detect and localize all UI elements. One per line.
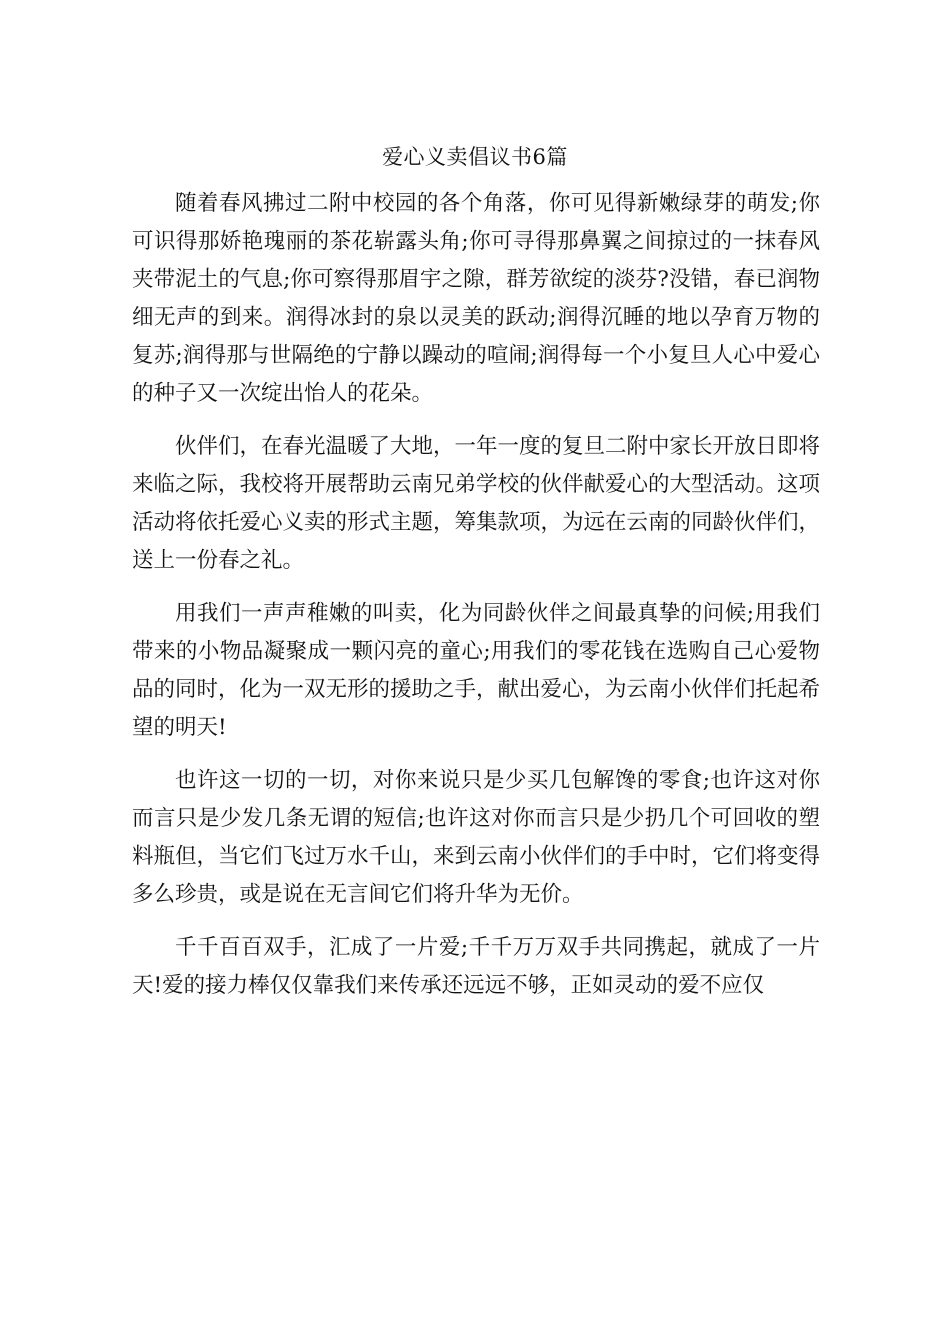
paragraph-many-hands: 千千百百双手，汇成了一片爱;千千万万双手共同携起，就成了一片天!爱的接力棒仅仅靠我们来传承还远远不够，正如灵动的爱不应仅 (132, 935, 820, 998)
paragraph-spring-intro: 随着春风拂过二附中校园的各个角落，你可见得新嫩绿芽的萌发;你可识得那娇艳瑰丽的茶花崭露头角;你可寻得那鼻翼之间掠过的一抹春风夹带泥土的气息;你可察得那眉宇之隙，群芳欲绽的淡芬?没错，春已润物细无声的到来。润得冰封的泉以灵美的跃动;润得沉睡的地以孕育万物的复苏;润得那与世隔绝的宁静以躁动的喧闹;润得每一个小复旦人心中爱心的种子又一次绽出怡人的花朵。 (132, 191, 820, 406)
paragraph-activity-announcement: 伙伴们，在春光温暖了大地，一年一度的复旦二附中家长开放日即将来临之际，我校将开展帮助云南兄弟学校的伙伴献爱心的大型活动。这项活动将依托爱心义卖的形式主题，筹集款项，为远在云南的同龄伙伴们，送上一份春之礼。 (132, 434, 821, 573)
paragraph-call-to-action: 用我们一声声稚嫩的叫卖，化为同龄伙伴之间最真挚的问候;用我们带来的小物品凝聚成一颗闪亮的童心;用我们的零花钱在选购自己心爱物品的同时，化为一双无形的援助之手，献出爱心，为云南小伙伴们托起希望的明天! (132, 601, 821, 740)
document-title: 爱心义卖倡议书6篇 (382, 145, 568, 169)
paragraph-small-sacrifice: 也许这一切的一切，对你来说只是少买几包解馋的零食;也许这对你而言只是少发几条无谓的短信;也许这对你而言只是少扔几个可回收的塑料瓶但，当它们飞过万水千山，来到云南小伙伴们的手中时，它们将变得多么珍贵，或是说在无言间它们将升华为无价。 (132, 768, 821, 907)
document-body (132, 185, 820, 1020)
